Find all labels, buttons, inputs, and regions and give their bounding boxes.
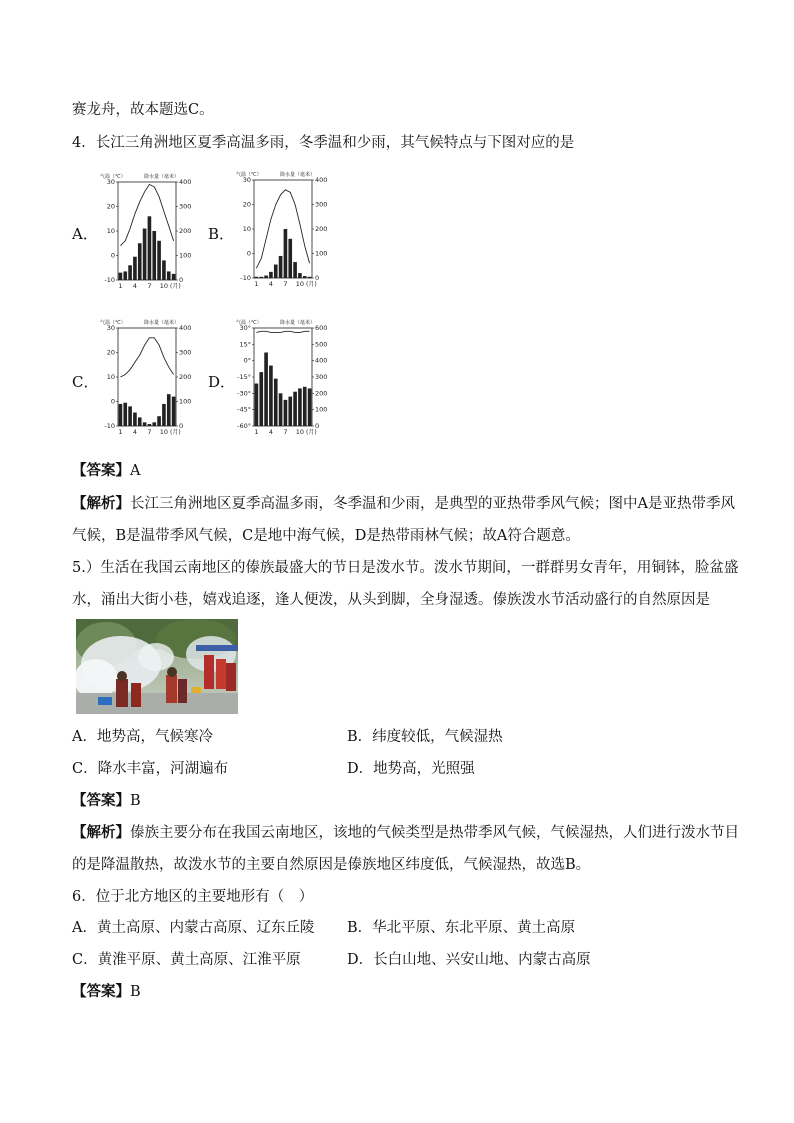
q6-stem: 6．位于北方地区的主要地形有（ ）: [72, 889, 314, 905]
left-tick-label: 0: [110, 397, 115, 406]
month-tick-label: 1: [254, 428, 259, 436]
precip-bar: [284, 400, 288, 426]
precip-bar: [264, 276, 268, 278]
q4-analysis-line-2: 气候，B是温带季风气候，C是地中海气候，D是热带雨林气候；故A符合题意。: [72, 528, 580, 544]
q5-option-c: C．降水丰富，河湖遍布: [72, 761, 229, 777]
left-tick-label: 30: [106, 178, 115, 186]
answer-tag: 【答案】: [72, 983, 130, 1000]
precip-bar: [152, 231, 156, 280]
water-splashing-festival-photo: [76, 619, 238, 714]
precip-bar: [269, 272, 273, 278]
precip-axis-title: 降水量（毫米）: [280, 320, 316, 326]
precip-bar: [298, 273, 302, 278]
q4-analysis-line-1: [72, 494, 735, 514]
right-tick-label: 300: [315, 200, 328, 209]
left-tick-label: 10: [106, 373, 115, 381]
plot-frame: [118, 182, 176, 280]
precip-bar: [119, 404, 123, 426]
precip-bar: [259, 372, 263, 426]
left-tick-label: 30: [106, 324, 115, 332]
precip-bar: [279, 393, 283, 426]
q4-stem: 4．长江三角洲地区夏季高温多雨，冬季温和少雨，其气候特点与下图对应的是: [72, 135, 575, 151]
right-tick-label: 300: [179, 202, 192, 211]
month-tick-label: 10: [159, 428, 169, 436]
precip-bar: [303, 276, 307, 278]
left-tick-label: 30°: [239, 324, 251, 332]
precip-bar: [284, 229, 288, 278]
right-tick-label: 100: [179, 397, 192, 406]
precip-bar: [303, 387, 307, 426]
month-tick-label: 4: [132, 428, 137, 436]
month-tick-label: 7: [283, 428, 288, 436]
right-tick-label: 400: [315, 176, 328, 184]
analysis-tag: 【解析】: [72, 824, 130, 841]
q4-option-d-label: D．: [208, 373, 236, 391]
month-tick-label: 10: [295, 280, 305, 288]
precip-bar: [143, 229, 147, 280]
month-tick-label: 4: [268, 280, 273, 288]
answer-value: B: [130, 793, 141, 809]
precip-bar: [133, 413, 137, 426]
right-tick-label: 300: [315, 373, 328, 381]
q5-stem-line-2: 水，涌出大街小巷，嬉戏追逐，逢人便泼，从头到脚，全身湿透。傣族泼水节活动盛行的自然原因是: [72, 592, 710, 608]
precip-bar: [143, 422, 147, 426]
q6-option-c: C．黄淮平原、黄土高原、江淮平原: [72, 952, 301, 968]
precip-bar: [274, 265, 278, 278]
precip-bar: [274, 379, 278, 426]
q5-option-d: D．地势高，光照强: [347, 761, 475, 777]
precip-bar: [157, 241, 161, 280]
left-tick-label: 0: [110, 251, 115, 260]
precip-bar: [264, 353, 268, 427]
previous-answer-tail: 赛龙舟，故本题选C。: [72, 102, 214, 118]
precip-bar: [255, 277, 259, 278]
precip-bar: [128, 406, 132, 426]
month-tick-label: 7: [147, 428, 152, 436]
precip-bar: [133, 257, 137, 280]
plot-frame: [254, 180, 312, 278]
month-unit-label: (月): [170, 429, 181, 436]
climate-chart-d: [232, 318, 336, 442]
temp-axis-title: 气温（℃）: [100, 320, 126, 326]
precip-bar: [138, 243, 142, 280]
precip-axis-title: 降水量（毫米）: [144, 174, 180, 180]
climate-chart-a: [96, 172, 200, 296]
precip-bar: [157, 416, 161, 426]
left-tick-label: -10: [240, 274, 251, 282]
precip-bar: [172, 397, 176, 426]
precip-bar: [138, 417, 142, 426]
right-tick-label: 400: [179, 324, 192, 332]
left-tick-label: 30: [242, 176, 251, 184]
month-unit-label: (月): [306, 429, 317, 436]
right-tick-label: 200: [179, 373, 192, 381]
left-tick-label: -10: [104, 422, 115, 430]
temperature-line: [120, 184, 173, 245]
right-tick-label: 200: [179, 227, 192, 235]
q4-option-b-label: B．: [208, 225, 235, 243]
right-tick-label: 100: [315, 405, 328, 414]
precip-bar: [288, 397, 292, 426]
left-tick-label: 20: [106, 348, 115, 357]
left-tick-label: 0: [246, 249, 251, 258]
right-tick-label: 600: [315, 324, 328, 332]
month-tick-label: 1: [118, 428, 123, 436]
month-tick-label: 10: [295, 428, 305, 436]
right-tick-label: 0: [315, 274, 320, 282]
q4-option-c-label: C．: [72, 373, 99, 391]
q5-analysis-line-2: 的是降温散热，故泼水节的主要自然原因是傣族地区纬度低，气候湿热，故选B。: [72, 857, 591, 873]
right-tick-label: 0: [179, 276, 184, 284]
precip-bar: [293, 262, 297, 278]
left-tick-label: -15°: [237, 373, 251, 381]
q5-analysis-line-1: [72, 823, 739, 843]
left-tick-label: 15°: [239, 340, 251, 349]
precip-bar: [279, 256, 283, 278]
precip-bar: [167, 271, 171, 280]
right-tick-label: 400: [179, 178, 192, 186]
analysis-text: 傣族主要分布在我国云南地区，该地的气候类型是热带季风气候，气候湿热，人们进行泼水节目: [130, 825, 739, 841]
answer-value: A: [130, 463, 141, 479]
precip-bar: [162, 260, 166, 280]
precip-bar: [152, 422, 156, 426]
right-tick-label: 300: [179, 348, 192, 357]
q6-option-d: D．长白山地、兴安山地、内蒙古高原: [347, 952, 591, 968]
left-tick-label: -30°: [237, 389, 251, 398]
precip-bar: [288, 239, 292, 278]
answer-value: B: [130, 984, 141, 1000]
q4-option-a-label: A．: [72, 225, 98, 243]
left-tick-label: 20: [106, 202, 115, 211]
q6-option-b: B．华北平原、东北平原、黄土高原: [347, 920, 576, 936]
precip-bar: [255, 384, 259, 426]
left-tick-label: -10: [104, 276, 115, 284]
precip-bar: [259, 277, 263, 278]
right-tick-label: 200: [315, 389, 328, 398]
q5-option-a: A．地势高，气候寒冷: [72, 729, 213, 745]
climate-chart-c: [96, 318, 200, 442]
climate-chart-b: [232, 170, 336, 294]
precip-bar: [128, 265, 132, 280]
left-tick-label: 20: [242, 200, 251, 209]
precip-bar: [308, 388, 312, 426]
left-tick-label: 10: [242, 225, 251, 233]
precip-axis-title: 降水量（毫米）: [280, 172, 316, 178]
q6-answer: [72, 982, 141, 1002]
temp-axis-title: 气温（℃）: [100, 174, 126, 180]
precip-bar: [148, 216, 152, 280]
precip-bar: [167, 394, 171, 426]
q5-answer: [72, 791, 141, 811]
temperature-line: [120, 338, 173, 377]
precip-bar: [119, 273, 123, 280]
left-tick-label: -60°: [237, 422, 251, 430]
right-tick-label: 0: [179, 422, 184, 430]
month-tick-label: 1: [254, 280, 259, 288]
right-tick-label: 100: [315, 249, 328, 258]
q5-stem-line-1: 5.）生活在我国云南地区的傣族最盛大的节日是泼水节。泼水节期间，一群群男女青年，用铜钵，脸盆盛: [72, 560, 739, 576]
precip-bar: [162, 404, 166, 426]
right-tick-label: 200: [315, 225, 328, 233]
right-tick-label: 100: [179, 251, 192, 260]
precip-bar: [298, 388, 302, 426]
temperature-line: [256, 331, 309, 332]
precip-bar: [148, 424, 152, 426]
precip-bar: [172, 274, 176, 280]
analysis-text: 长江三角洲地区夏季高温多雨，冬季温和少雨，是典型的亚热带季风气候；图中A是亚热带季风: [130, 496, 735, 512]
temperature-line: [256, 190, 309, 268]
month-tick-label: 4: [132, 282, 137, 290]
month-tick-label: 4: [268, 428, 273, 436]
answer-tag: 【答案】: [72, 792, 130, 809]
month-tick-label: 10: [159, 282, 169, 290]
q4-answer: [72, 461, 140, 481]
precip-bar: [123, 403, 127, 426]
precip-bar: [308, 277, 312, 278]
left-tick-label: 0°: [243, 356, 251, 365]
right-tick-label: 500: [315, 340, 328, 349]
temp-axis-title: 气温（℃）: [236, 320, 262, 326]
answer-tag: 【答案】: [72, 462, 130, 479]
month-tick-label: 1: [118, 282, 123, 290]
q5-option-b: B．纬度较低，气候湿热: [347, 729, 503, 745]
right-tick-label: 400: [315, 356, 328, 365]
month-unit-label: (月): [306, 281, 317, 288]
right-tick-label: 0: [315, 422, 320, 430]
precip-bar: [123, 271, 127, 280]
month-tick-label: 7: [283, 280, 288, 288]
precip-axis-title: 降水量（毫米）: [144, 320, 180, 326]
month-unit-label: (月): [170, 283, 181, 290]
temp-axis-title: 气温（℃）: [236, 172, 262, 178]
analysis-tag: 【解析】: [72, 495, 130, 512]
q6-option-a: A．黄土高原、内蒙古高原、辽东丘陵: [72, 920, 315, 936]
left-tick-label: -45°: [237, 405, 251, 414]
precip-bar: [269, 366, 273, 426]
precip-bar: [293, 392, 297, 426]
left-tick-label: 10: [106, 227, 115, 235]
month-tick-label: 7: [147, 282, 152, 290]
